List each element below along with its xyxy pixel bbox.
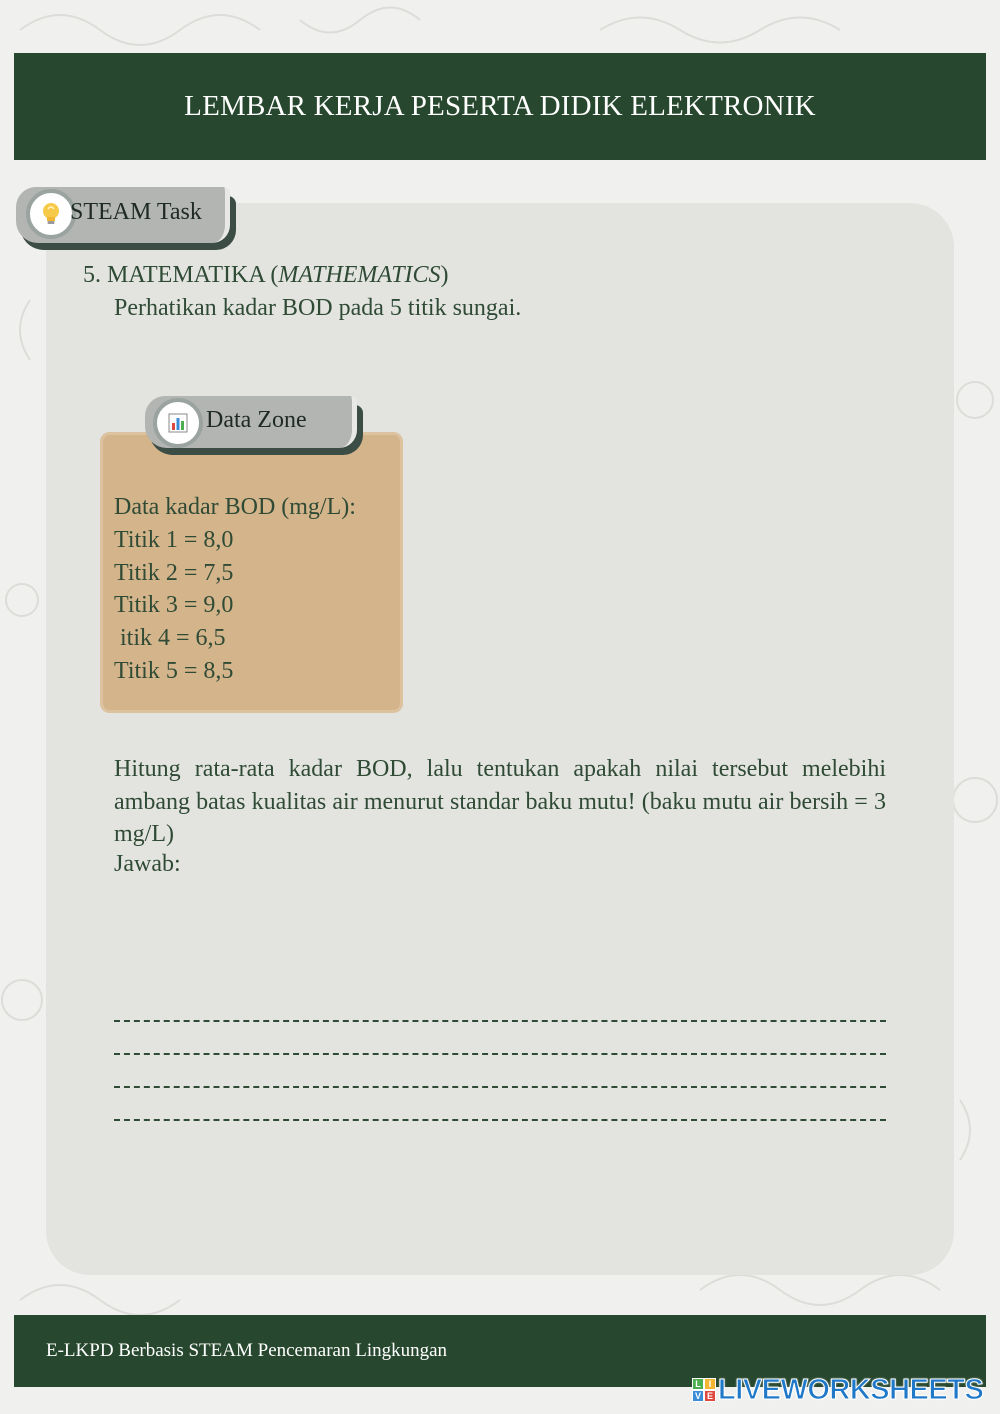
- question-heading: 5. MATEMATIKA (MATHEMATICS): [83, 262, 449, 288]
- steam-task-label: STEAM Task: [70, 199, 202, 225]
- answer-label: Jawab:: [114, 851, 181, 877]
- data-zone-label: Data Zone: [206, 407, 307, 433]
- data-zone-badge: [145, 396, 361, 450]
- page-title: LEMBAR KERJA PESERTA DIDIK ELEKTRONIK: [184, 90, 816, 122]
- liveworksheets-cube-icon: L I V E: [692, 1378, 716, 1402]
- bod-data-item: Titik 5 = 8,5: [114, 657, 234, 684]
- answer-line-input[interactable]: [114, 988, 886, 1022]
- question-instruction: Perhatikan kadar BOD pada 5 titik sungai.: [114, 295, 522, 321]
- liveworksheets-logo[interactable]: [692, 1373, 984, 1406]
- lightbulb-icon: [26, 189, 76, 239]
- page-header: [14, 53, 986, 160]
- liveworksheets-wordmark: LIVEWORKSHEETS: [718, 1373, 984, 1406]
- bod-data-item: Titik 3 = 9,0: [114, 592, 234, 619]
- bod-data-list: [114, 491, 356, 688]
- bod-data-heading: Data kadar BOD (mg/L):: [114, 494, 356, 520]
- answer-area: [114, 988, 886, 1120]
- bod-data-item: Titik 2 = 7,5: [114, 559, 234, 586]
- task-paragraph: Hitung rata-rata kadar BOD, lalu tentukan apakah nilai tersebut melebihi ambang batas kualitas air menurut standar baku mutu! (baku mutu air bersih = 3 mg/L): [114, 756, 886, 848]
- footer-text: E-LKPD Berbasis STEAM Pencemaran Lingkungan: [46, 1340, 448, 1361]
- answer-line-input[interactable]: [114, 1021, 886, 1055]
- bod-data-item: Titik 1 = 8,0: [114, 526, 234, 553]
- steam-task-badge: [16, 187, 234, 245]
- question-subject-english: MATHEMATICS: [278, 262, 441, 288]
- answer-line-input[interactable]: [114, 1054, 886, 1088]
- bar-chart-icon: [153, 398, 203, 448]
- bod-data-item: itik 4 = 6,5: [114, 625, 226, 652]
- answer-line-input[interactable]: [114, 1087, 886, 1121]
